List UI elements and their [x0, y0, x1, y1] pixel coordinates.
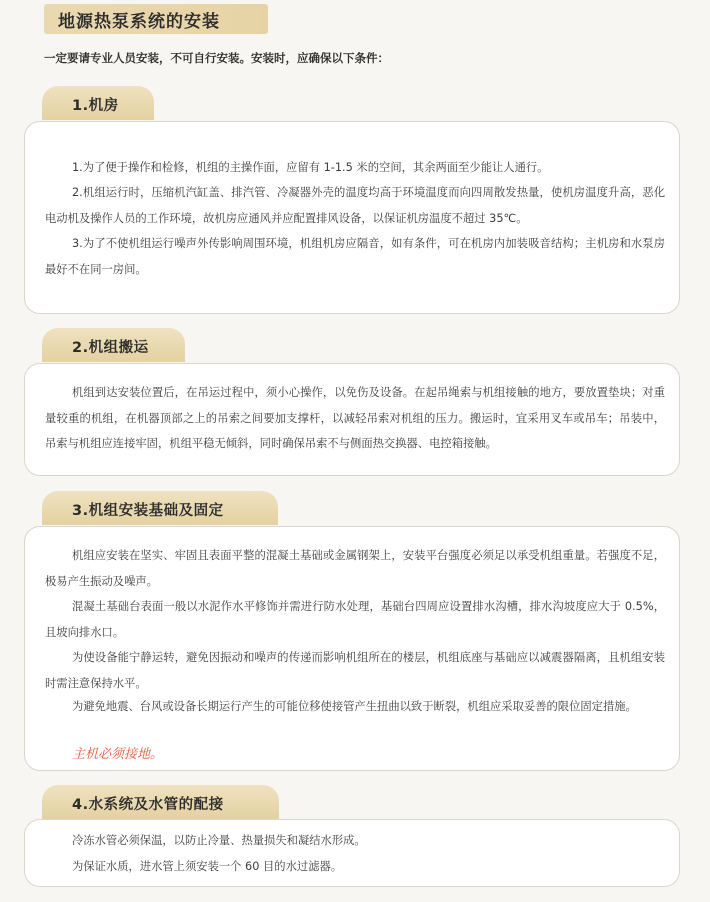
section-4-paragraph-1: 冷冻水管必须保温，以防止冷量、热量损失和凝结水形成。 — [72, 834, 366, 847]
section-2-paragraph-1: 机组到达安装位置后，在吊运过程中，须小心操作，以免伤及设备。在起吊绳索与机组接触的地方，要放置垫块；对重量较重的机组，在机器顶部之上的吊索之间要加支撑杆，以减轻吊索对机组的压力。搬运时，宜采用叉车或吊车；吊装中，吊索与机组应连接牢固，机组平稳无倾斜，同时确保吊索不与侧面热交换器、电控箱接触。 — [45, 386, 665, 450]
page-title: 地源热泵系统的安装 — [58, 12, 220, 32]
section-3-paragraph-2: 混凝土基础台表面一般以水泥作水平修饰并需进行防水处理，基础台四周应设置排水沟槽，排水沟坡度应大于 0.5%，且坡向排水口。 — [45, 600, 665, 639]
section-3-paragraph-3: 为使设备能宁静运转，避免因振动和噪声的传递而影响机组所在的楼层，机组底座与基础应以减震器隔离，且机组安装时需注意保持水平。 — [45, 651, 665, 690]
section-4-box — [24, 819, 680, 887]
section-4-paragraph-2: 为保证水质，进水管上须安装一个 60 目的水过滤器。 — [72, 860, 343, 873]
section-1-paragraph-2: 2.机组运行时，压缩机汽缸盖、排汽管、冷凝器外壳的温度均高于环境温度而向四周散发热量，使机房温度升高，恶化电动机及操作人员的工作环境，故机房应通风并应配置排风设备，以保证机房温度不超过 35℃。 — [45, 186, 665, 225]
section-4-heading: 4.水系统及水管的配接 — [72, 797, 224, 813]
section-1-paragraph-1: 1.为了便于操作和检修，机组的主操作面，应留有 1-1.5 米的空间，其余两面至少能让人通行。 — [72, 161, 549, 174]
section-3-heading: 3.机组安装基础及固定 — [72, 503, 224, 519]
section-2-heading: 2.机组搬运 — [72, 340, 149, 356]
intro-text: 一定要请专业人员安装，不可自行安装。安装时，应确保以下条件： — [44, 51, 389, 65]
page-title-banner — [44, 4, 268, 34]
section-3-box — [24, 526, 680, 771]
section-1-tab — [42, 86, 154, 120]
section-1-paragraph-3: 3.为了不使机组运行噪声外传影响周围环境，机组机房应隔音，如有条件，可在机房内加装吸音结构；主机房和水泵房最好不在同一房间。 — [45, 237, 665, 276]
section-1-heading: 1.机房 — [72, 98, 119, 114]
section-3-tab — [42, 491, 278, 525]
section-2-tab — [42, 328, 185, 362]
section-2-box — [24, 363, 680, 476]
section-3-paragraph-1: 机组应安装在坚实、牢固且表面平整的混凝土基础或金属钢架上，安装平台强度必须足以承受机组重量。若强度不足，极易产生振动及噪声。 — [45, 549, 665, 588]
section-4-tab — [42, 785, 279, 819]
section-3-note: 主机必须接地。 — [72, 747, 164, 762]
section-1-box — [24, 121, 680, 314]
section-3-paragraph-4: 为避免地震、台风或设备长期运行产生的可能位移使接管产生扭曲以致于断裂，机组应采取妥善的限位固定措施。 — [72, 700, 637, 713]
